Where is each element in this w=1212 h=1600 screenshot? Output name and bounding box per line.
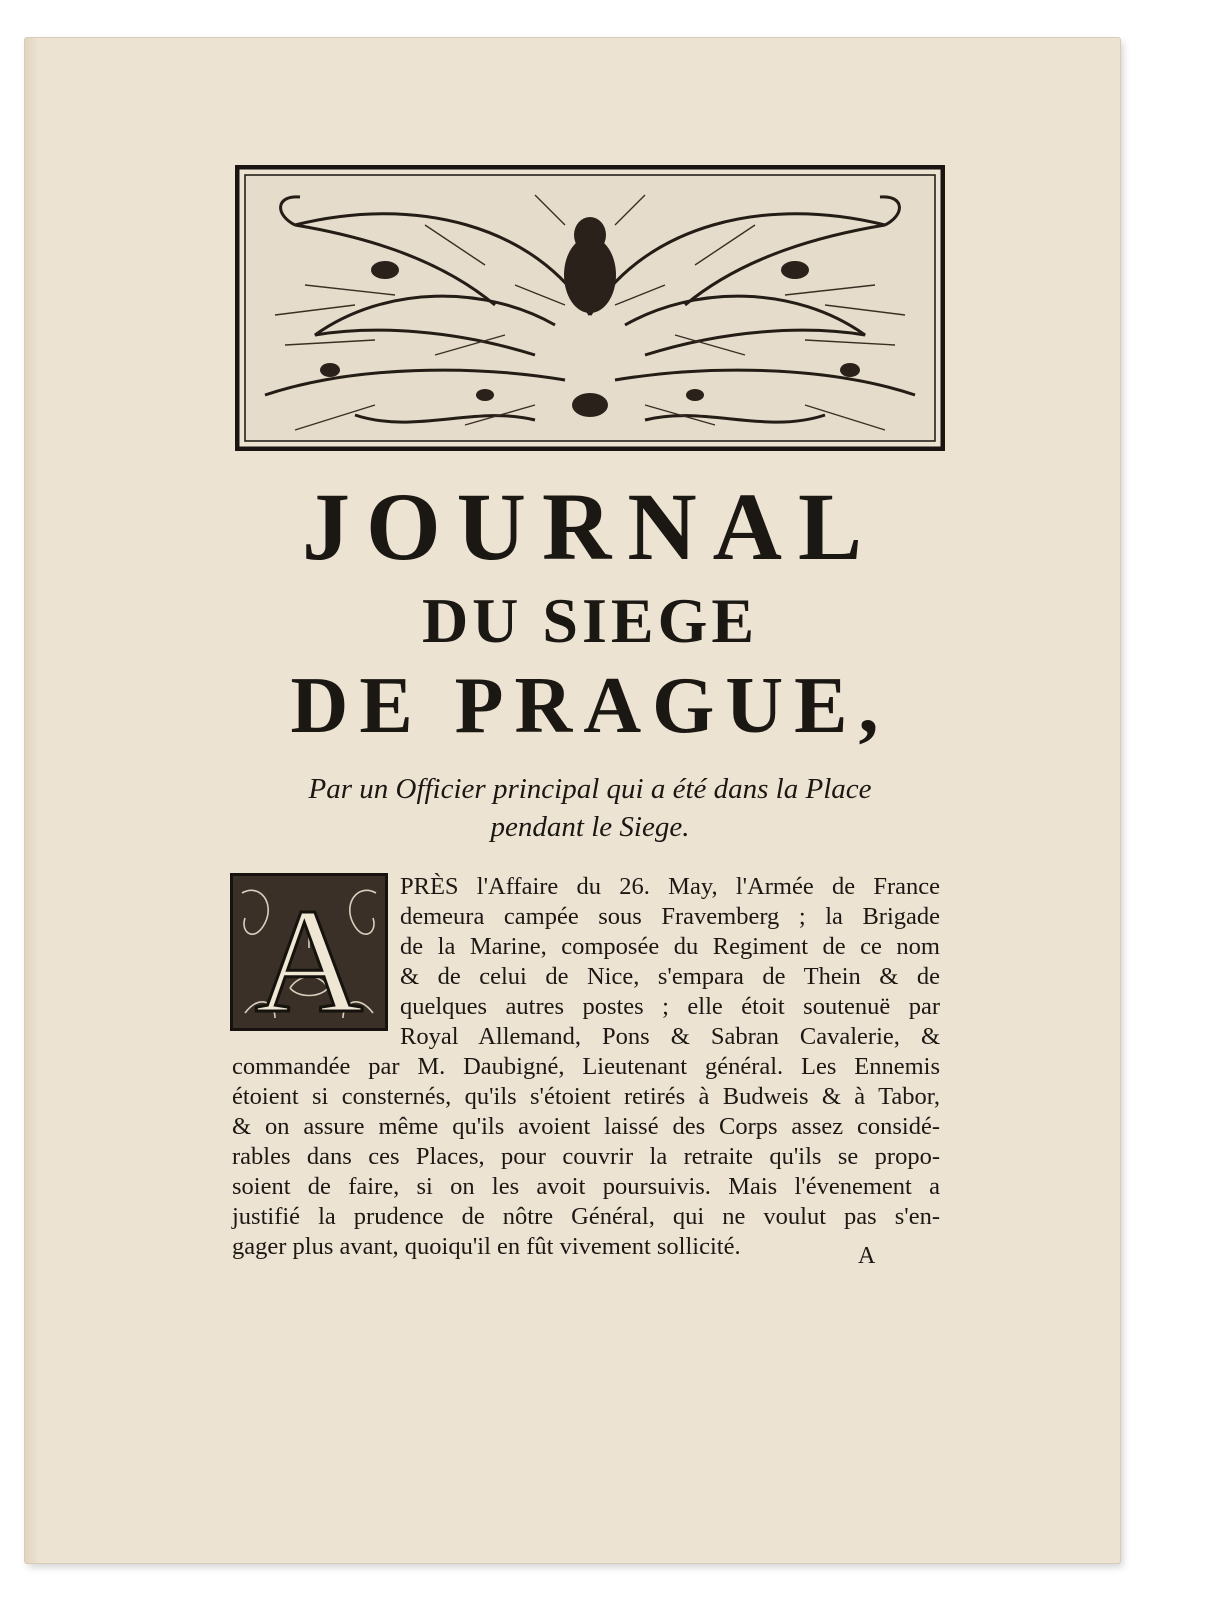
decorated-drop-cap [230, 873, 388, 1031]
subtitle [235, 770, 945, 846]
body-line-6: Royal Allemand, Pons & Sabran Cavalerie, & [400, 1023, 940, 1050]
body-line-1: PRÈS l'Affaire du 26. May, l'Armée de France [400, 873, 940, 900]
body-line-2: demeura campée sous Fravemberg ; la Brigade [400, 903, 940, 930]
title-journal: JOURNAL [301, 473, 878, 580]
body-line-5: quelques autres postes ; elle étoit soutenuë par [400, 993, 940, 1020]
catchword: A [858, 1243, 876, 1269]
body-line-9: & on assure même qu'ils avoient laissé des Corps assez considé- [232, 1113, 940, 1140]
subtitle-line-1: Par un Officier principal qui a été dans la Place [308, 773, 872, 805]
body-line-13: gager plus avant, quoiqu'il en fût vivement sollicité. [232, 1233, 741, 1260]
body-line-4: & de celui de Nice, s'empara de Thein & de [400, 963, 940, 990]
title-de-prague: DE PRAGUE, [290, 662, 890, 750]
body-line-3: de la Marine, composée du Regiment de ce nom [400, 933, 940, 960]
woodcut-headpiece-ornament [235, 165, 945, 451]
body-line-12: justifié la prudence de nôtre Général, qui ne voulut pas s'en- [232, 1203, 940, 1230]
title-du-siege: DU SIEGE [421, 585, 759, 656]
subtitle-line-2: pendant le Siege. [490, 811, 690, 843]
body-line-10: rables dans ces Places, pour couvrir la retraite qu'ils se propo- [232, 1143, 940, 1170]
body-line-11: soient de faire, si on les avoit poursuivis. Mais l'évenement a [232, 1173, 940, 1200]
sheet-edge-shading [25, 38, 39, 1563]
body-line-8: étoient si consternés, qu'ils s'étoient retirés à Budweis & à Tabor, [232, 1083, 940, 1110]
body-line-7: commandée par M. Daubigné, Lieutenant général. Les Ennemis [232, 1053, 940, 1080]
drop-cap-letter: A [254, 878, 364, 1031]
